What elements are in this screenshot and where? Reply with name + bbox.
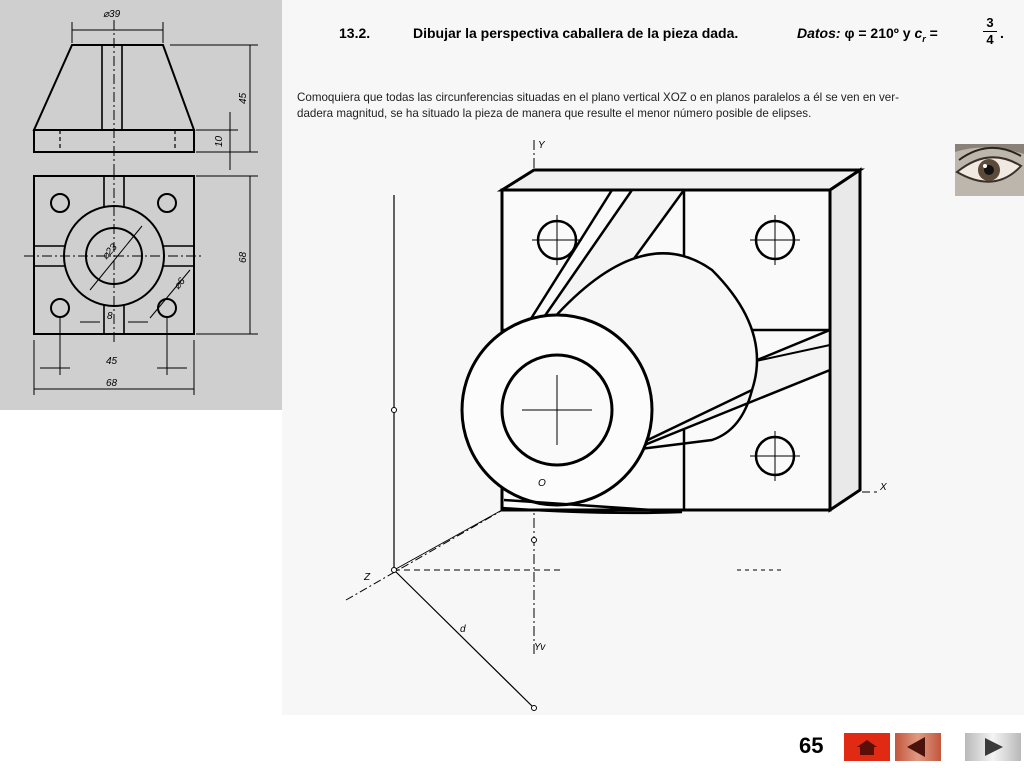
dim-total-width: 68 [106, 378, 118, 389]
orthographic-views-drawing [0, 0, 282, 410]
formula-equals: = [929, 25, 938, 41]
home-button[interactable] [844, 733, 890, 761]
description-line-1: Comoquiera que todas las circunferencias situadas en el plano vertical XOZ o en planos paralelos a él se ven en ver- [297, 91, 899, 104]
fraction-denominator: 4 [986, 32, 994, 47]
fraction-dot: . [1000, 25, 1004, 41]
problem-title: Dibujar la perspectiva caballera de la pieza dada. [413, 25, 739, 41]
dim-base-height: 10 [214, 135, 225, 147]
home-icon [844, 733, 890, 761]
axis-x-label: X [880, 482, 887, 493]
formula-cr-sub: r [922, 33, 926, 44]
distance-line [394, 570, 534, 708]
fraction-numerator: 3 [983, 15, 997, 32]
base-plate-top [502, 170, 860, 190]
description-line-2: dadera magnitud, se ha situado la pieza de manera que resulte el menor número posible de elipses. [297, 107, 812, 120]
arrow-right-icon [965, 733, 1021, 761]
formula-body: φ = 210º y [844, 25, 911, 41]
dim-total-height: 45 [238, 92, 249, 104]
plan-hole-top-right [158, 194, 176, 212]
plan-hole-bottom-right [158, 299, 176, 317]
dim-top-width: ⌀39 [103, 9, 121, 20]
dim-depth: 68 [238, 251, 249, 263]
dim-bore: ⌀23 [100, 241, 120, 263]
description [297, 90, 1021, 122]
dim-rib: 8 [107, 311, 113, 322]
axis-z-label: Z [364, 572, 371, 583]
formula-prefix: Datos: [797, 25, 841, 41]
next-button[interactable] [965, 733, 1021, 761]
distance-label: d [460, 624, 466, 635]
plan-hole-bottom-left [51, 299, 69, 317]
problem-number: 13.2. [339, 25, 371, 41]
fraction [983, 15, 997, 48]
dim-hole-spacing: 45 [106, 356, 118, 367]
dim-hole: ⌀6 [171, 275, 188, 292]
title-formula [797, 25, 938, 44]
base-plate-side [830, 170, 860, 510]
page-number: 65 [799, 733, 824, 758]
orthographic-views-panel [0, 0, 282, 410]
axis-y-label: Y [538, 140, 545, 151]
axis-yv-label: Yv [534, 642, 546, 653]
cavalier-perspective-drawing [282, 130, 1024, 715]
arrow-left-icon [895, 733, 941, 761]
origin-label: O [538, 478, 546, 489]
plan-hole-top-left [51, 194, 69, 212]
previous-button[interactable] [895, 733, 941, 761]
formula-cr: c [914, 25, 923, 41]
